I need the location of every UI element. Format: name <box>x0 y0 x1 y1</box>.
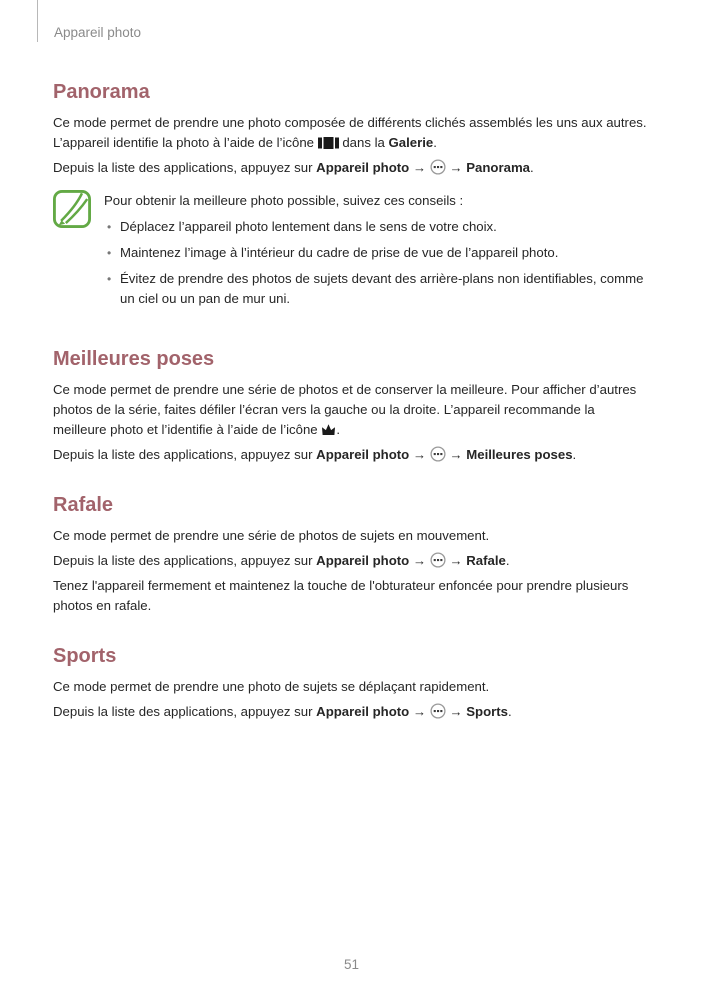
paragraph <box>53 551 650 571</box>
text-run: Ce mode permet de prendre une série de photos de sujets en mouvement. <box>53 528 490 543</box>
paragraph <box>53 702 650 722</box>
bold-text-run: Rafale <box>466 553 506 568</box>
note-icon-column <box>53 190 104 315</box>
bold-text-run: Appareil photo <box>316 704 410 719</box>
text-run: → <box>409 704 430 719</box>
bold-text-run: Galerie <box>388 135 434 150</box>
text-run: Depuis la liste des applications, appuyez sur <box>53 447 317 462</box>
paragraph <box>53 576 650 616</box>
chapter-title: Appareil photo <box>54 25 142 40</box>
section-heading: Meilleures poses <box>53 348 215 370</box>
bold-text-run: Appareil photo <box>316 160 410 175</box>
section-sports <box>53 644 650 722</box>
section-rafale <box>53 493 650 616</box>
note-content <box>104 190 650 315</box>
text-run: → <box>409 160 430 175</box>
text-run: Ce mode permet de prendre une photo de sujets se déplaçant rapidement. <box>53 679 490 694</box>
more-options-icon <box>430 552 446 568</box>
page-header <box>37 0 141 42</box>
text-run: → <box>445 160 467 175</box>
paragraph <box>53 113 650 153</box>
text-run: dans la <box>338 135 389 150</box>
crown-icon <box>321 423 336 436</box>
panorama-icon <box>318 137 339 149</box>
page-number: 51 <box>343 957 360 972</box>
section-panorama <box>53 80 650 315</box>
text-run: . <box>572 447 577 462</box>
note-bullet-item: • Déplacez l’appareil photo lentement dans le sens de votre choix. <box>104 217 650 237</box>
section-meilleures-poses <box>53 347 650 465</box>
text-run: → <box>445 447 467 462</box>
paragraph <box>53 380 650 440</box>
text-run: . <box>433 135 437 150</box>
text-run: Ce mode permet de prendre une série de photos et de conserver la meilleure. Pour afficher d’autres photos de la série, faites défiler l’écran vers la gauche ou la droite. L’appareil recommande la meilleure photo et l’identifie à l’aide de l’icône <box>53 382 637 437</box>
more-options-icon <box>430 703 446 719</box>
section-heading: Sports <box>53 645 117 667</box>
paragraph <box>53 677 650 697</box>
note-intro: Pour obtenir la meilleure photo possible, suivez ces conseils : <box>104 193 464 208</box>
text-run: Depuis la liste des applications, appuyez sur <box>53 160 317 175</box>
bold-text-run: Appareil photo <box>316 553 410 568</box>
text-run: Tenez l'appareil fermement et maintenez la touche de l'obturateur enfoncée pour prendre plusieurs photos en rafale. <box>53 578 629 613</box>
paragraph <box>53 445 650 465</box>
note-bullet-item: • Évitez de prendre des photos de sujets devant des arrière-plans non identifiables, comme un ciel ou un pan de mur uni. <box>104 269 650 309</box>
note-edit-icon <box>53 190 91 228</box>
text-run: Ce mode permet de prendre une photo composée de différents clichés assemblés les uns aux autres. L’appareil identifie la photo à l’aide de l’icône <box>53 115 647 150</box>
text-run: . <box>508 704 512 719</box>
text-run: Depuis la liste des applications, appuyez sur <box>53 553 317 568</box>
text-run: Depuis la liste des applications, appuyez sur <box>53 704 317 719</box>
section-heading: Rafale <box>53 494 114 516</box>
paragraph <box>53 158 650 178</box>
bold-text-run: Meilleures poses <box>466 447 573 462</box>
bold-text-run: Panorama <box>466 160 531 175</box>
note-bullet-list <box>104 217 650 309</box>
more-options-icon <box>430 446 446 462</box>
bold-text-run: Appareil photo <box>316 447 410 462</box>
more-options-icon <box>430 159 446 175</box>
paragraph <box>53 526 650 546</box>
page-content <box>53 42 650 727</box>
text-run: . <box>530 160 534 175</box>
text-run: → <box>445 553 467 568</box>
text-run: → <box>409 553 430 568</box>
text-run: . <box>336 422 340 437</box>
page-footer <box>0 956 703 974</box>
text-run: → <box>409 447 430 462</box>
note-bullet-item: • Maintenez l’image à l’intérieur du cadre de prise de vue de l’appareil photo. <box>104 243 650 263</box>
text-run: → <box>445 704 467 719</box>
text-run: . <box>505 553 510 568</box>
section-heading: Panorama <box>53 81 150 103</box>
bold-text-run: Sports <box>466 704 509 719</box>
note-block <box>53 190 650 315</box>
